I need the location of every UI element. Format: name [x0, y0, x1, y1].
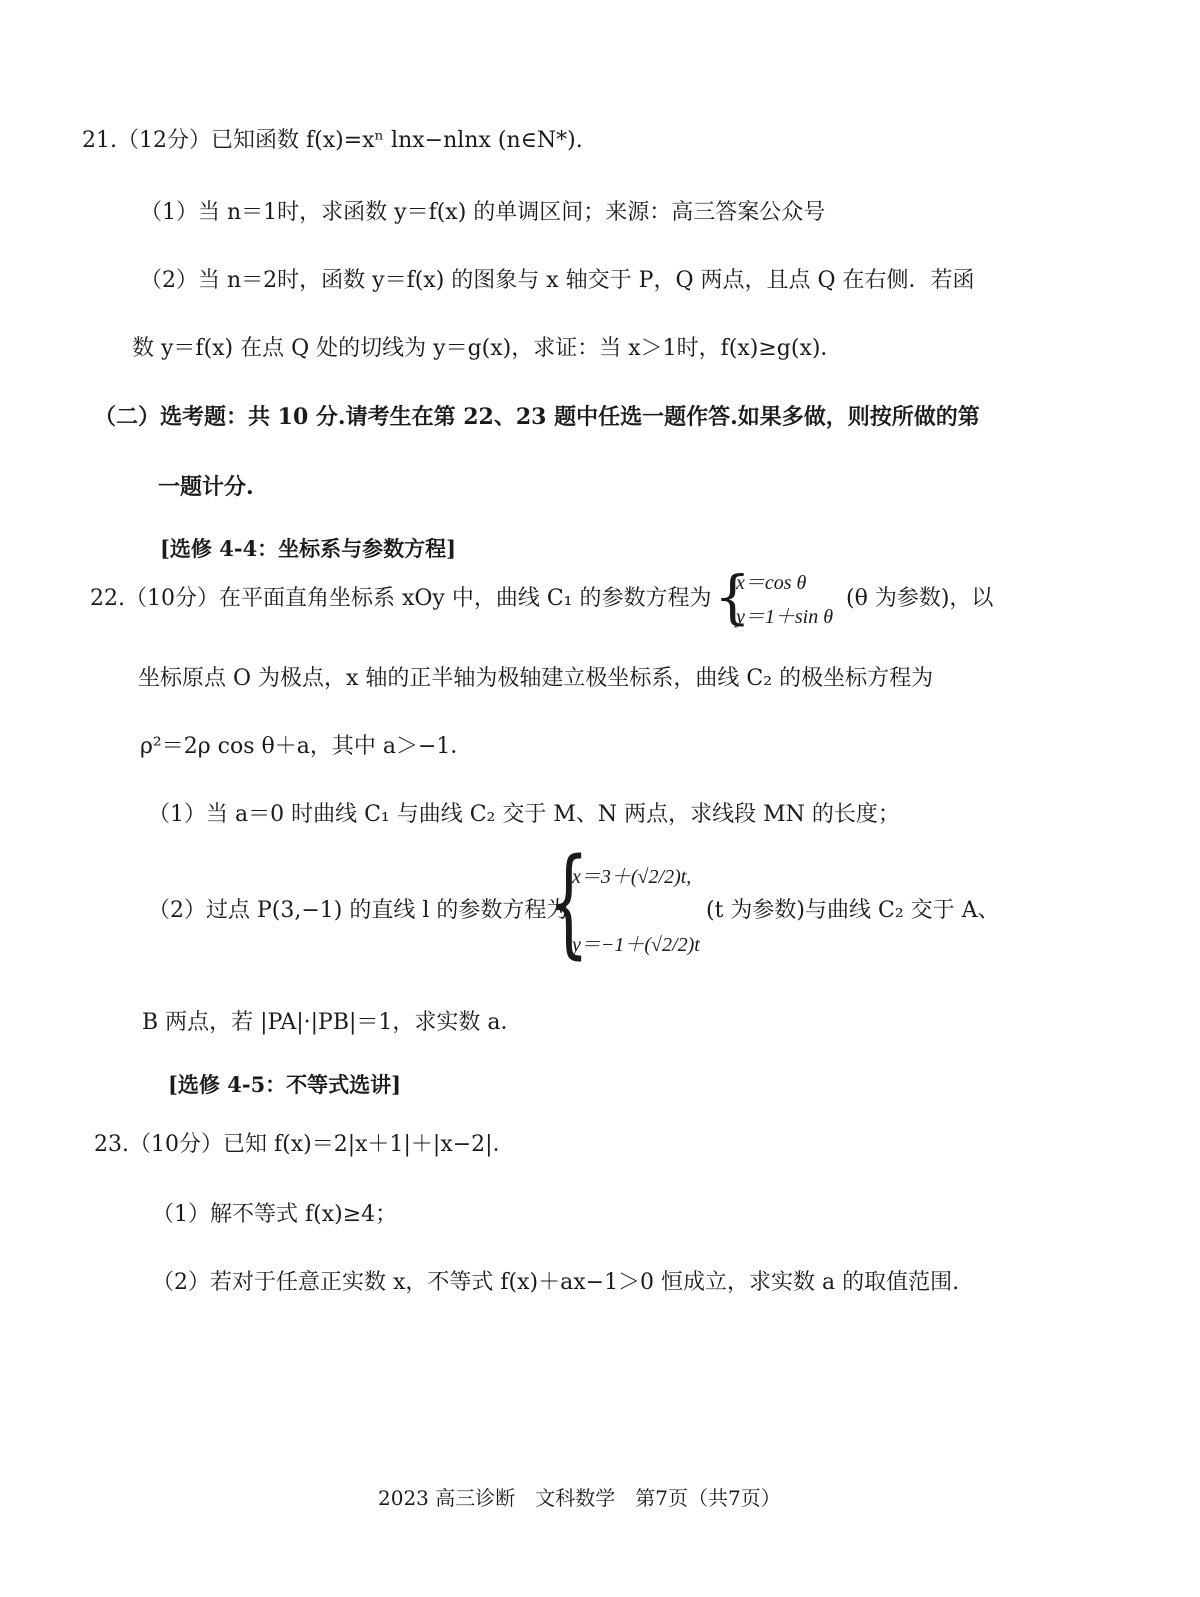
page-footer: 2023 高三诊断 文科数学 第7页（共7页） [378, 1486, 781, 1510]
q21-part2-line2: 数 y＝f(x) 在点 Q 处的切线为 y＝g(x)，求证：当 x＞1时，f(x)≥g(x)． [132, 336, 843, 361]
q22-part2-line2: B 两点，若 |PA|·|PB|＝1，求实数 a． [142, 1010, 523, 1035]
q23-part1: （1）解不等式 f(x)≥4； [152, 1202, 398, 1227]
section2-heading-line2: 一题计分. [158, 474, 254, 500]
q22-stem-prefix: 22.（10分）在平面直角坐标系 xOy 中，曲线 C₁ 的参数方程为 [90, 586, 712, 611]
q22-system2-brace: { [548, 832, 590, 970]
elective44-title: [选修 4-4：坐标系与参数方程] [160, 536, 457, 561]
section2-heading-line1: （二）选考题：共 10 分.请考生在第 22、23 题中任选一题作答.如果多做，则按所做的第 [94, 404, 980, 430]
q22-part1: （1）当 a＝0 时曲线 C₁ 与曲线 C₂ 交于 M、N 两点，求线段 MN 的长度； [148, 802, 900, 827]
q22-system2-line1: x＝3＋(√2/2)t, [572, 866, 692, 888]
elective45-title: [选修 4-5：不等式选讲] [168, 1072, 402, 1097]
q22-part2-suffix: (t 为参数)与曲线 C₂ 交于 A、 [706, 898, 1000, 923]
q22-stem-suffix: (θ 为参数)，以 [846, 586, 994, 611]
q22-line3: ρ²＝2ρ cos θ＋a，其中 a＞−1． [140, 734, 473, 759]
q23-part2: （2）若对于任意正实数 x，不等式 f(x)＋ax−1＞0 恒成立，求实数 a 的取值范围. [152, 1270, 960, 1295]
q22-system1-brace: { [714, 563, 751, 631]
q22-line2: 坐标原点 O 为极点，x 轴的正半轴为极轴建立极坐标系，曲线 C₂ 的极坐标方程为 [138, 666, 934, 691]
q22-system1-line2: y＝1＋sin θ [736, 606, 834, 628]
q22-system2-line2: y＝−1＋(√2/2)t [572, 934, 700, 956]
q21-part1: （1）当 n＝1时，求函数 y＝f(x) 的单调区间；来源：高三答案公众号 [140, 200, 826, 225]
q21-stem: 21.（12分）已知函数 f(x)=xⁿ lnx−nlnx (n∈N*). [82, 128, 583, 153]
q22-system1-line1: x＝cos θ [736, 572, 807, 594]
q21-part2-line1: （2）当 n＝2时，函数 y＝f(x) 的图象与 x 轴交于 P，Q 两点，且点 Q 在右侧．若函 [140, 268, 975, 293]
q23-stem: 23.（10分）已知 f(x)＝2|x＋1|＋|x−2|． [94, 1132, 515, 1157]
q22-part2-prefix: （2）过点 P(3,−1) 的直线 l 的参数方程为 [148, 898, 569, 923]
